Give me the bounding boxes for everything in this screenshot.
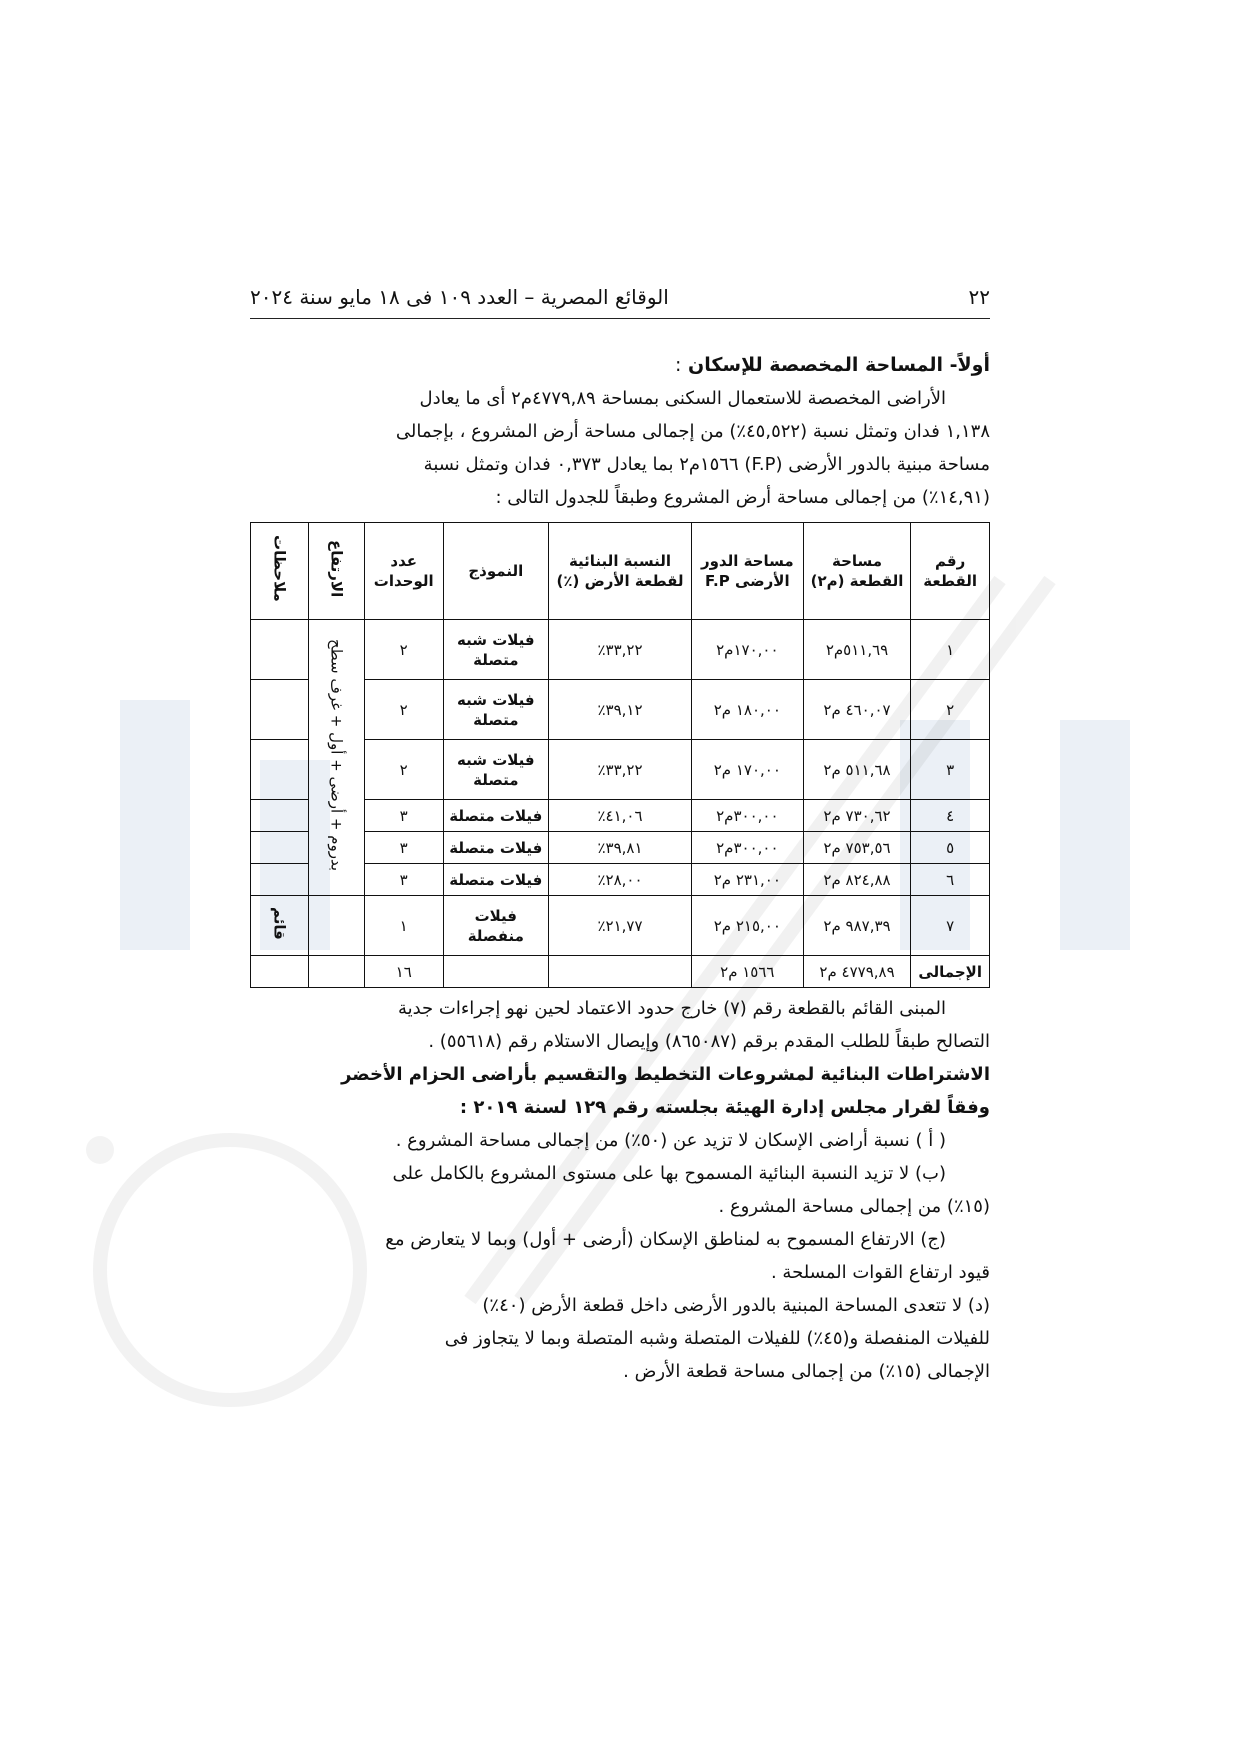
cell-plot-no: ٧ <box>911 896 990 956</box>
page-number: ٢٢ <box>968 285 990 309</box>
total-plot-area: ٤٧٧٩,٨٩ م٢ <box>803 956 911 988</box>
cell-units: ٢ <box>364 620 443 680</box>
cell-plot-area: ٤٦٠,٠٧ م٢ <box>803 680 911 740</box>
intro-paragraph: الأراضى المخصصة للاستعمال السكنى بمساحة ٤٧٧٩,٨٩م٢ أى ما يعادل ١,١٣٨ فدان وتمثل نسبة (٤٥,٥٢٢٪) من إجمالى مساحة أرض المشروع ، بإجمالى مساحة مبنية بالدور الأرضى (F.P) ١٥٦٦م٢ بما يعادل ٠,٣٧٣ فدان وتمثل نسبة (١٤,٩١٪) من إجمالى مساحة أرض المشروع وطبقاً للجدول التالى : <box>395 388 990 508</box>
note-paragraph: المبنى القائم بالقطعة رقم (٧) خارج حدود الاعتماد لحين نهو إجراءات جدية التصالح طبقاً للطلب المقدم برقم (٨٦٥٠٨٧) وإيصال الاستلام رقم (٥٥٦١٨) . <box>397 998 990 1052</box>
total-model <box>443 956 549 988</box>
cell-plot-area: ٥١١,٦٩م٢ <box>803 620 911 680</box>
total-height <box>308 956 364 988</box>
cell-building-ratio: ٢٨,٠٠٪ <box>549 864 692 896</box>
cell-units: ١ <box>364 896 443 956</box>
header-units: عدد الوحدات <box>364 523 443 620</box>
header-plot-area: مساحة القطعة (م٢) <box>803 523 911 620</box>
cell-model: فيلات متصلة <box>443 800 549 832</box>
cell-model: فيلات شبه متصلة <box>443 680 549 740</box>
cell-building-ratio: ٤١,٠٦٪ <box>549 800 692 832</box>
cell-units: ٢ <box>364 680 443 740</box>
cell-notes <box>251 832 309 864</box>
cell-plot-area: ٧٣٠,٦٢ م٢ <box>803 800 911 832</box>
header-height: الارتفاع <box>308 523 364 620</box>
cell-plot-no: ٣ <box>911 740 990 800</box>
cell-model: فيلات متصلة <box>443 864 549 896</box>
table-row <box>251 896 990 956</box>
cell-plot-no: ٥ <box>911 832 990 864</box>
cell-notes <box>251 740 309 800</box>
header-notes: ملاحظات <box>251 523 309 620</box>
conditions-list <box>250 1124 990 1388</box>
table-total-row <box>251 956 990 988</box>
table-row <box>251 620 990 680</box>
cell-plot-no: ١ <box>911 620 990 680</box>
cell-plot-no: ٦ <box>911 864 990 896</box>
cell-building-ratio: ٣٩,٨١٪ <box>549 832 692 864</box>
header-model: النموذج <box>443 523 549 620</box>
cell-notes: قائم <box>251 896 309 956</box>
table-header-row <box>251 523 990 620</box>
cell-fp-area: ٣٠٠,٠٠م٢ <box>691 832 803 864</box>
cell-model: فيلات منفصلة <box>443 896 549 956</box>
cell-building-ratio: ٣٣,٢٢٪ <box>549 740 692 800</box>
total-notes <box>251 956 309 988</box>
cell-units: ٣ <box>364 832 443 864</box>
cell-notes <box>251 800 309 832</box>
cell-model: فيلات متصلة <box>443 832 549 864</box>
list-item: (ج) الارتفاع المسموح به لمناطق الإسكان (أرضى + أول) وبما لا يتعارض مع قيود ارتفاع القوات المسلحة . <box>385 1229 990 1283</box>
cell-plot-area: ٧٥٣,٥٦ م٢ <box>803 832 911 864</box>
cell-fp-area: ١٧٠,٠٠م٢ <box>691 620 803 680</box>
cell-model: فيلات شبه متصلة <box>443 740 549 800</box>
cell-notes <box>251 620 309 680</box>
cell-height <box>308 896 364 956</box>
list-item: ( أ ) نسبة أراضى الإسكان لا تزيد عن (٥٠٪) من إجمالى مساحة المشروع . <box>395 1130 946 1151</box>
cell-fp-area: ٢٣١,٠٠ م٢ <box>691 864 803 896</box>
cell-units: ٢ <box>364 740 443 800</box>
cell-plot-area: ٥١١,٦٨ م٢ <box>803 740 911 800</box>
section-title: أولاً- المساحة المخصصة للإسكان : <box>675 354 990 376</box>
cell-building-ratio: ٣٩,١٢٪ <box>549 680 692 740</box>
list-item: (د) لا تتعدى المساحة المبنية بالدور الأرضى داخل قطعة الأرض (٤٠٪) للفيلات المنفصلة و(٤٥٪) للفيلات المتصلة وشبه المتصلة وبما لا يتجاوز فى الإجمالى (١٥٪) من إجمالى مساحة قطعة الأرض . <box>444 1295 990 1382</box>
cell-height-merged: بدروم + أرضى + أول + غرف سطح <box>308 620 364 896</box>
total-fp-area: ١٥٦٦ م٢ <box>691 956 803 988</box>
total-label: الإجمالى <box>911 956 990 988</box>
header-building-ratio: النسبة البنائية لقطعة الأرض (٪) <box>549 523 692 620</box>
housing-plots-table <box>250 522 990 988</box>
page-header <box>250 284 990 319</box>
cell-notes <box>251 864 309 896</box>
cell-fp-area: ١٨٠,٠٠ م٢ <box>691 680 803 740</box>
cell-building-ratio: ٢١,٧٧٪ <box>549 896 692 956</box>
cell-building-ratio: ٣٣,٢٢٪ <box>549 620 692 680</box>
cell-fp-area: ٣٠٠,٠٠م٢ <box>691 800 803 832</box>
cell-fp-area: ١٧٠,٠٠ م٢ <box>691 740 803 800</box>
header-fp-area: مساحة الدور الأرضى F.P <box>691 523 803 620</box>
conditions-title: الاشتراطات البنائية لمشروعات التخطيط والتقسيم بأراضى الحزام الأخضر وفقاً لقرار مجلس إدارة الهيئة بجلسته رقم ١٢٩ لسنة ٢٠١٩ : <box>341 1064 990 1118</box>
publication-title: الوقائع المصرية – العدد ١٠٩ فى ١٨ مايو سنة ٢٠٢٤ <box>250 285 669 309</box>
cell-plot-no: ٢ <box>911 680 990 740</box>
cell-notes <box>251 680 309 740</box>
cell-model: فيلات شبه متصلة <box>443 620 549 680</box>
cell-plot-area: ٩٨٧,٣٩ م٢ <box>803 896 911 956</box>
header-plot-no: رقم القطعة <box>911 523 990 620</box>
document-page <box>250 284 990 1388</box>
cell-units: ٣ <box>364 864 443 896</box>
cell-units: ٣ <box>364 800 443 832</box>
total-units: ١٦ <box>364 956 443 988</box>
total-building-ratio <box>549 956 692 988</box>
cell-plot-area: ٨٢٤,٨٨ م٢ <box>803 864 911 896</box>
cell-fp-area: ٢١٥,٠٠ م٢ <box>691 896 803 956</box>
list-item: (ب) لا تزيد النسبة البنائية المسموح بها على مستوى المشروع بالكامل على (١٥٪) من إجمالى مساحة المشروع . <box>392 1163 990 1217</box>
cell-plot-no: ٤ <box>911 800 990 832</box>
